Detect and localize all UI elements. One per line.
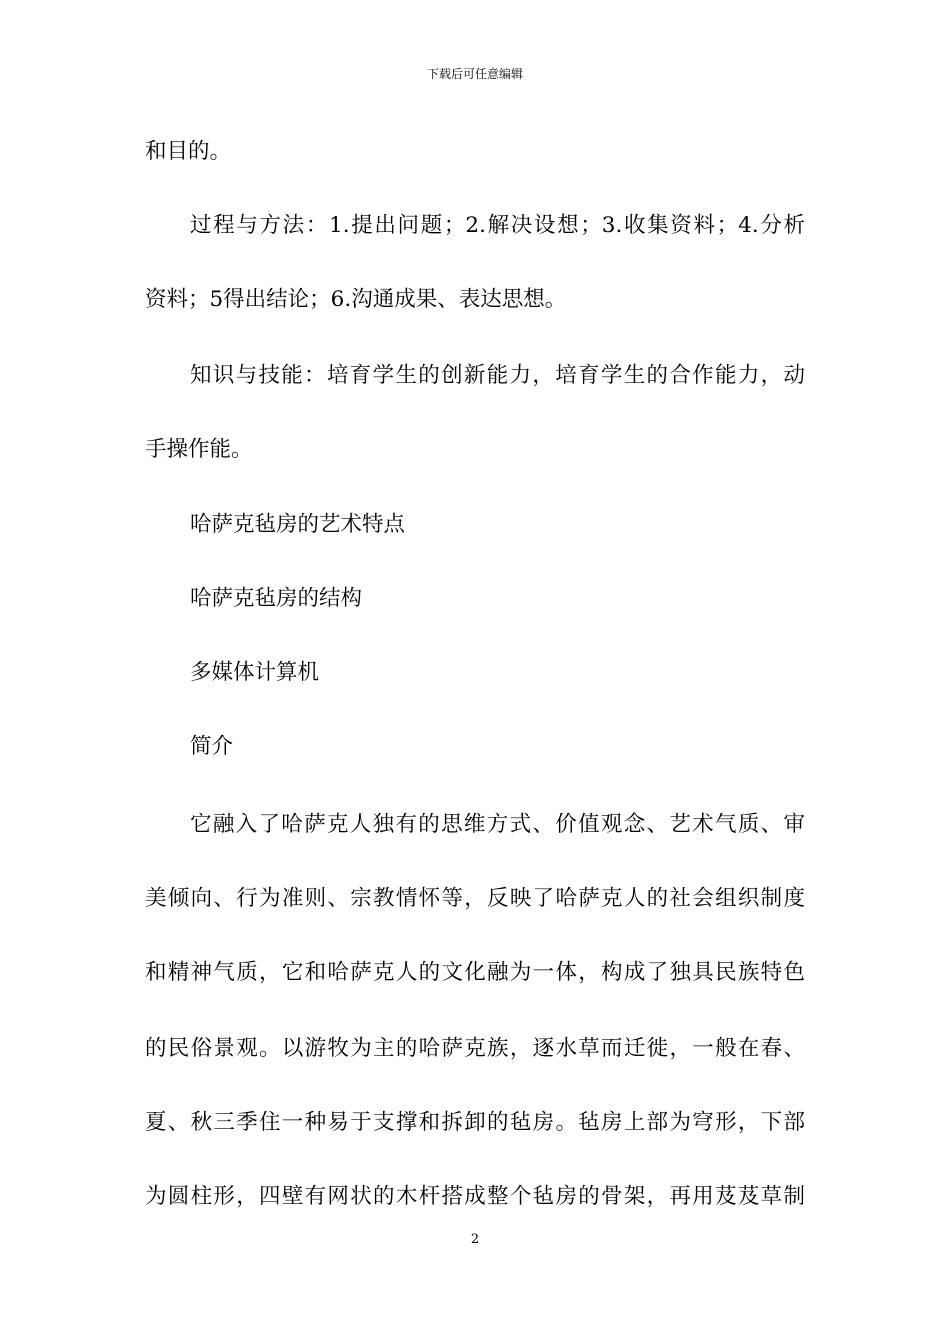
paragraph-line: 手操作能。 [145, 437, 253, 462]
section-heading: 哈萨克毡房的结构 [190, 586, 363, 611]
section-heading: 多媒体计算机 [190, 660, 320, 685]
paragraph-line: 资料；5得出结论；6.沟通成果、表达思想。 [145, 287, 567, 312]
paragraph-line: 的民俗景观。以游牧为主的哈萨克族，逐水草而迁徙，一般在春、 [145, 1036, 805, 1061]
paragraph-line: 美倾向、行为准则、宗教情怀等，反映了哈萨克人的社会组织制度 [145, 886, 805, 911]
paragraph-line: 和目的。 [145, 139, 232, 164]
paragraph-line: 知识与技能：培育学生的创新能力，培育学生的合作能力，动 [190, 363, 805, 388]
section-heading: 哈萨克毡房的艺术特点 [190, 512, 406, 537]
paragraph-line: 过程与方法：1.提出问题；2.解决设想；3.收集资料；4.分析 [190, 213, 805, 238]
page-number: 2 [470, 1232, 480, 1247]
paragraph-line: 为圆柱形，四壁有网状的木杆搭成整个毡房的骨架，再用芨芨草制 [145, 1184, 805, 1209]
paragraph-line: 它融入了哈萨克人独有的思维方式、价值观念、艺术气质、审 [190, 812, 805, 837]
paragraph-line: 夏、秋三季住一种易于支撑和拆卸的毡房。毡房上部为穹形，下部 [145, 1110, 805, 1135]
section-heading: 简介 [190, 734, 234, 759]
page-header: 下载后可任意编辑 [426, 67, 523, 81]
paragraph-line: 和精神气质，它和哈萨克人的文化融为一体，构成了独具民族特色 [145, 960, 805, 985]
